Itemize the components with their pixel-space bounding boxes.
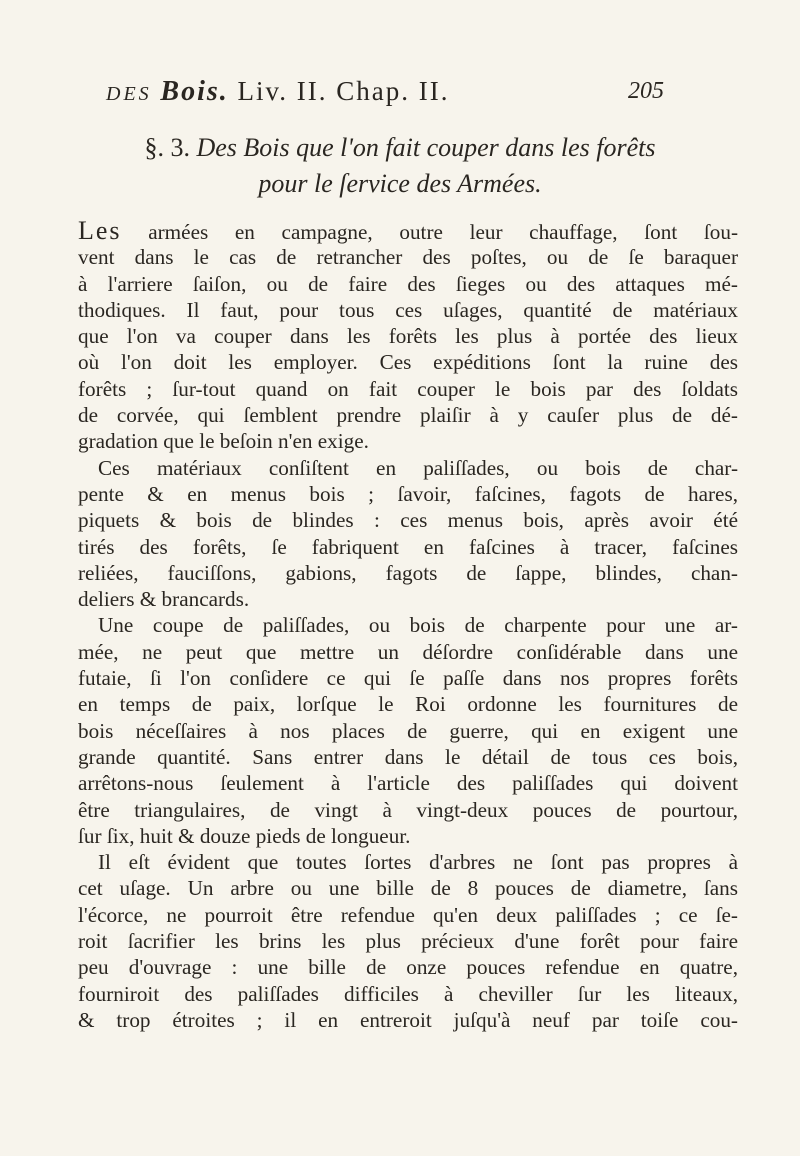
text-line: être triangulaires, de vingt à vingt-deux pouces de pourtour, <box>78 797 738 822</box>
text-line: gradation que le beſoin n'en exige. <box>78 429 369 454</box>
running-head-title <box>106 76 449 108</box>
text-line-content: armées en campagne, outre leur chauffage, ſont ſou- <box>148 220 739 244</box>
text-line: mée, ne peut que mettre un déſordre conſidérable dans une <box>78 639 738 664</box>
text-line: pente & en menus bois ; ſavoir, faſcines, fagots de hares, <box>78 481 738 506</box>
section-heading-line-1 <box>0 130 800 166</box>
text-line: ſur ſix, huit & douze pieds de longueur. <box>78 823 411 848</box>
section-title-line-2: pour le ſervice des Armées. <box>258 169 542 198</box>
text-line: tirés des forêts, ſe fabriquent en faſcines à tracer, faſcines <box>78 534 738 559</box>
text-line: Une coupe de paliſſades, ou bois de charpente pour une ar- <box>98 613 738 638</box>
text-line: thodiques. Il faut, pour tous ces uſages, quantité de matériaux <box>78 297 738 322</box>
text-line: fourniroit des paliſſades difficiles à cheviller ſur les liteaux, <box>78 981 738 1006</box>
page-number: 205 <box>628 78 664 104</box>
running-head-des: DES <box>106 83 152 105</box>
running-head-bois: Bois. <box>160 76 229 107</box>
text-line: Ces matériaux conſiſtent en paliſſades, ou bois de char- <box>98 455 738 480</box>
text-line: cet uſage. Un arbre ou une bille de 8 pouces de diametre, ſans <box>78 876 738 901</box>
text-line: deliers & brancards. <box>78 587 250 612</box>
text-line <box>78 218 738 244</box>
text-line: arrêtons-nous ſeulement à l'article des paliſſades qui doivent <box>78 771 738 796</box>
section-title-line-1: Des Bois que l'on fait couper dans les forêts <box>196 133 656 162</box>
text-line: où l'on doit les employer. Ces expéditions ſont la ruine des <box>78 350 738 375</box>
body-text <box>78 218 738 1033</box>
text-line: forêts ; ſur-tout quand on fait couper le bois par des ſoldats <box>78 376 738 401</box>
text-line: & trop étroites ; il en entreroit juſqu'à neuf par toiſe cou- <box>78 1007 738 1032</box>
running-head <box>106 76 706 116</box>
text-line: piquets & bois de blindes : ces menus bois, après avoir été <box>78 508 738 533</box>
text-line: en temps de paix, lorſque le Roi ordonne les fournitures de <box>78 692 738 717</box>
text-line: futaie, ſi l'on conſidere ce qui ſe paſſe dans nos propres forêts <box>78 666 738 691</box>
section-number: §. 3. <box>144 133 190 162</box>
text-line: roit ſacrifier les brins les plus précieux d'une forêt pour faire <box>78 929 738 954</box>
text-line: grande quantité. Sans entrer dans le détail de tous ces bois, <box>78 744 738 769</box>
text-line: à l'arriere ſaiſon, ou de faire des ſieges ou des attaques mé- <box>78 271 738 296</box>
section-heading <box>0 130 800 202</box>
text-line: reliées, fauciſſons, gabions, fagots de ſappe, blindes, chan- <box>78 560 738 585</box>
first-word: Les <box>78 216 122 245</box>
text-line: vent dans le cas de retrancher des poſtes, ou de ſe baraquer <box>78 245 738 270</box>
text-line: de corvée, qui ſemblent prendre plaiſir à y cauſer plus de dé- <box>78 403 738 428</box>
text-line: Il eſt évident que toutes ſortes d'arbres ne ſont pas propres à <box>98 850 738 875</box>
text-line: l'écorce, ne pourroit être refendue qu'en deux paliſſades ; ce ſe- <box>78 902 738 927</box>
text-line: bois néceſſaires à nos places de guerre, qui en exigent une <box>78 718 738 743</box>
text-line: que l'on va couper dans les forêts les plus à portée des lieux <box>78 324 738 349</box>
running-head-chapter: Liv. II. Chap. II. <box>237 76 450 106</box>
text-line: peu d'ouvrage : une bille de onze pouces refendue en quatre, <box>78 955 738 980</box>
